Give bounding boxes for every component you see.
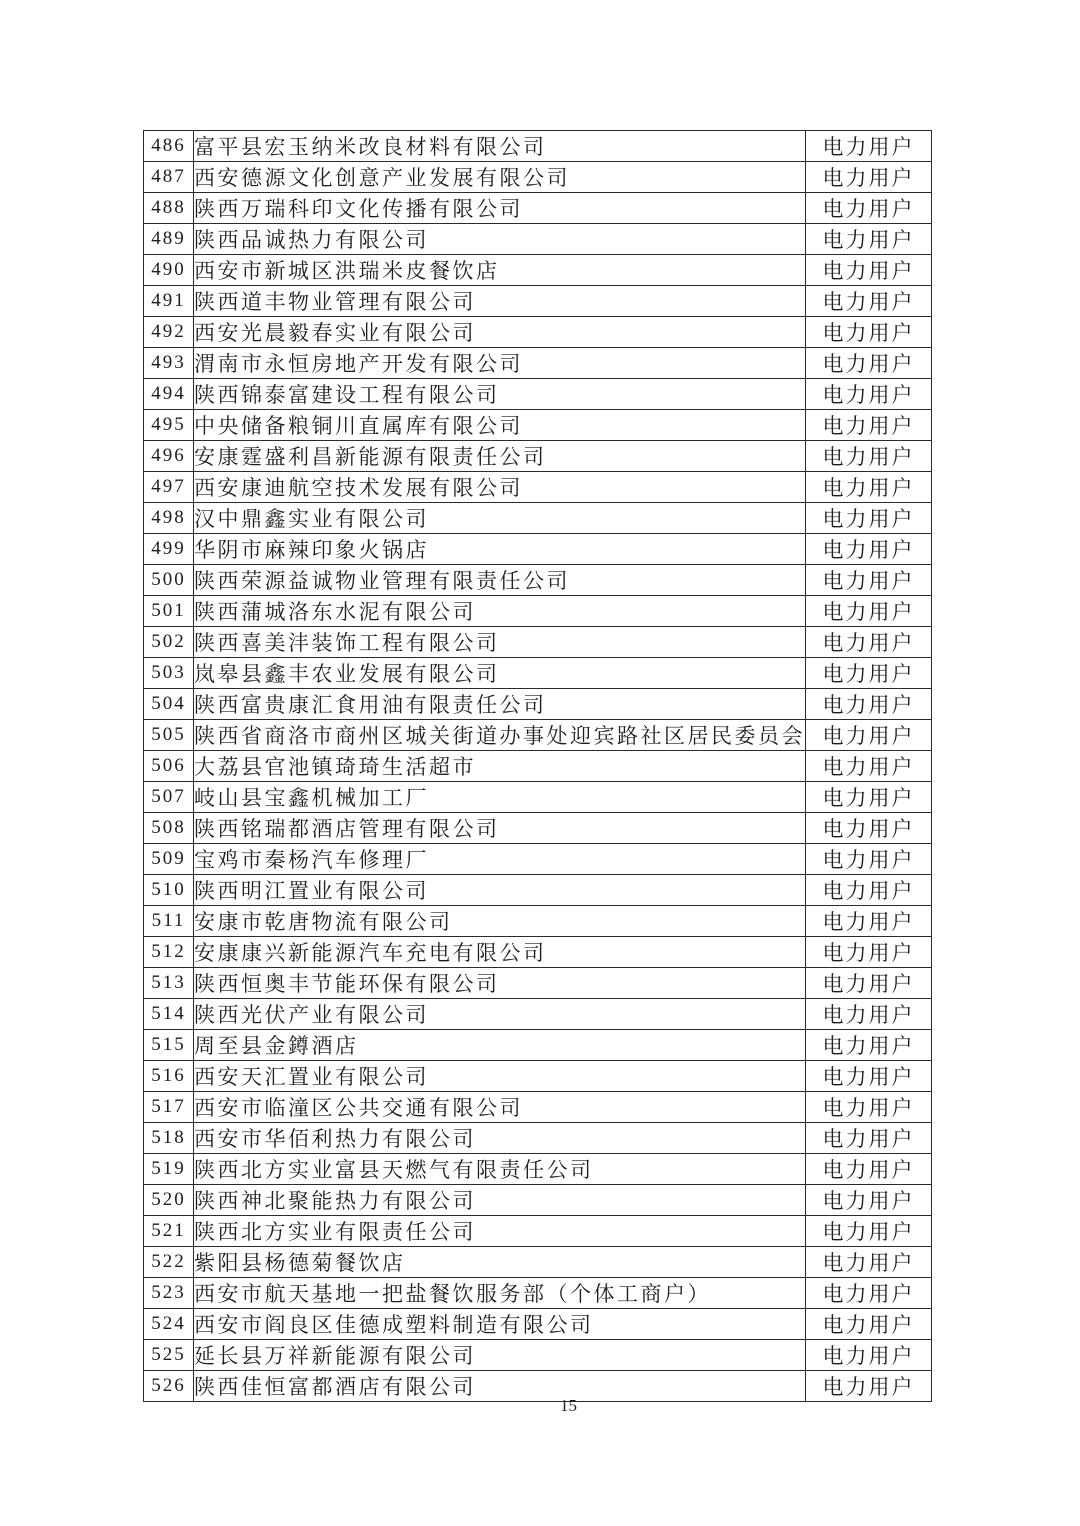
row-number-cell: 501: [144, 596, 194, 627]
table-row: [144, 1371, 932, 1402]
page-number: 15: [560, 1396, 577, 1415]
category-cell: 电力用户: [806, 968, 932, 999]
company-name-cell: 陕西锦泰富建设工程有限公司: [194, 379, 806, 410]
company-name-cell: 陕西喜美沣装饰工程有限公司: [194, 627, 806, 658]
row-number-cell: 517: [144, 1092, 194, 1123]
company-name-cell: 西安光晨毅春实业有限公司: [194, 317, 806, 348]
category-cell: 电力用户: [806, 627, 932, 658]
row-number-cell: 499: [144, 534, 194, 565]
company-name-cell: 西安康迪航空技术发展有限公司: [194, 472, 806, 503]
company-name-cell: 陕西品诚热力有限公司: [194, 224, 806, 255]
table-row: [144, 224, 932, 255]
row-number-cell: 513: [144, 968, 194, 999]
table-row: [144, 317, 932, 348]
table-row: [144, 968, 932, 999]
category-cell: 电力用户: [806, 875, 932, 906]
row-number-cell: 507: [144, 782, 194, 813]
category-cell: 电力用户: [806, 565, 932, 596]
company-name-cell: 陕西明江置业有限公司: [194, 875, 806, 906]
row-number-cell: 509: [144, 844, 194, 875]
category-cell: 电力用户: [806, 534, 932, 565]
category-cell: 电力用户: [806, 317, 932, 348]
table-row: [144, 503, 932, 534]
category-cell: 电力用户: [806, 1247, 932, 1278]
company-name-cell: 陕西道丰物业管理有限公司: [194, 286, 806, 317]
table-row: [144, 472, 932, 503]
row-number-cell: 496: [144, 441, 194, 472]
table-row: [144, 1154, 932, 1185]
table-row: [144, 658, 932, 689]
company-name-cell: 富平县宏玉纳米改良材料有限公司: [194, 131, 806, 162]
category-cell: 电力用户: [806, 193, 932, 224]
category-cell: 电力用户: [806, 1309, 932, 1340]
company-name-cell: 陕西荣源益诚物业管理有限责任公司: [194, 565, 806, 596]
table-row: [144, 813, 932, 844]
category-cell: 电力用户: [806, 286, 932, 317]
category-cell: 电力用户: [806, 1092, 932, 1123]
table-row: [144, 937, 932, 968]
category-cell: 电力用户: [806, 224, 932, 255]
company-name-cell: 大荔县官池镇琦琦生活超市: [194, 751, 806, 782]
company-name-cell: 宝鸡市秦杨汽车修理厂: [194, 844, 806, 875]
table-row: [144, 1309, 932, 1340]
category-cell: 电力用户: [806, 751, 932, 782]
company-name-cell: 陕西铭瑞都酒店管理有限公司: [194, 813, 806, 844]
row-number-cell: 523: [144, 1278, 194, 1309]
company-name-cell: 西安市华佰利热力有限公司: [194, 1123, 806, 1154]
company-name-cell: 陕西富贵康汇食用油有限责任公司: [194, 689, 806, 720]
row-number-cell: 512: [144, 937, 194, 968]
company-name-cell: 西安市临潼区公共交通有限公司: [194, 1092, 806, 1123]
row-number-cell: 518: [144, 1123, 194, 1154]
row-number-cell: 514: [144, 999, 194, 1030]
category-cell: 电力用户: [806, 255, 932, 286]
table-row: [144, 162, 932, 193]
table-row: [144, 689, 932, 720]
table-row: [144, 565, 932, 596]
category-cell: 电力用户: [806, 999, 932, 1030]
row-number-cell: 502: [144, 627, 194, 658]
company-name-cell: 中央储备粮铜川直属库有限公司: [194, 410, 806, 441]
table-row: [144, 348, 932, 379]
category-cell: 电力用户: [806, 1340, 932, 1371]
table-row: [144, 596, 932, 627]
table-row: [144, 1278, 932, 1309]
table-row: [144, 844, 932, 875]
table-row: [144, 255, 932, 286]
row-number-cell: 490: [144, 255, 194, 286]
table-row: [144, 1061, 932, 1092]
table-row: [144, 906, 932, 937]
category-cell: 电力用户: [806, 782, 932, 813]
table-row: [144, 1030, 932, 1061]
row-number-cell: 524: [144, 1309, 194, 1340]
table-row: [144, 1092, 932, 1123]
company-name-cell: 陕西佳恒富都酒店有限公司: [194, 1371, 806, 1402]
company-name-cell: 西安天汇置业有限公司: [194, 1061, 806, 1092]
company-name-cell: 华阴市麻辣印象火锅店: [194, 534, 806, 565]
company-name-cell: 渭南市永恒房地产开发有限公司: [194, 348, 806, 379]
row-number-cell: 504: [144, 689, 194, 720]
table-row: [144, 1216, 932, 1247]
row-number-cell: 503: [144, 658, 194, 689]
company-table: [143, 130, 932, 1402]
company-name-cell: 周至县金鐏酒店: [194, 1030, 806, 1061]
category-cell: 电力用户: [806, 1371, 932, 1402]
table-row: [144, 751, 932, 782]
row-number-cell: 487: [144, 162, 194, 193]
category-cell: 电力用户: [806, 658, 932, 689]
category-cell: 电力用户: [806, 1154, 932, 1185]
category-cell: 电力用户: [806, 596, 932, 627]
company-name-cell: 陕西神北聚能热力有限公司: [194, 1185, 806, 1216]
category-cell: 电力用户: [806, 1216, 932, 1247]
row-number-cell: 515: [144, 1030, 194, 1061]
row-number-cell: 520: [144, 1185, 194, 1216]
table-row: [144, 131, 932, 162]
row-number-cell: 486: [144, 131, 194, 162]
table-row: [144, 627, 932, 658]
table-row: [144, 875, 932, 906]
table-row: [144, 193, 932, 224]
table-row: [144, 441, 932, 472]
company-name-cell: 陕西蒲城洛东水泥有限公司: [194, 596, 806, 627]
row-number-cell: 525: [144, 1340, 194, 1371]
row-number-cell: 488: [144, 193, 194, 224]
table-row: [144, 720, 932, 751]
category-cell: 电力用户: [806, 689, 932, 720]
category-cell: 电力用户: [806, 906, 932, 937]
row-number-cell: 492: [144, 317, 194, 348]
company-name-cell: 紫阳县杨德菊餐饮店: [194, 1247, 806, 1278]
company-name-cell: 西安市航天基地一把盐餐饮服务部（个体工商户）: [194, 1278, 806, 1309]
table-row: [144, 1185, 932, 1216]
row-number-cell: 526: [144, 1371, 194, 1402]
row-number-cell: 508: [144, 813, 194, 844]
category-cell: 电力用户: [806, 410, 932, 441]
row-number-cell: 497: [144, 472, 194, 503]
row-number-cell: 500: [144, 565, 194, 596]
row-number-cell: 519: [144, 1154, 194, 1185]
company-name-cell: 西安市阎良区佳德成塑料制造有限公司: [194, 1309, 806, 1340]
row-number-cell: 516: [144, 1061, 194, 1092]
company-name-cell: 陕西光伏产业有限公司: [194, 999, 806, 1030]
category-cell: 电力用户: [806, 503, 932, 534]
table-row: [144, 1123, 932, 1154]
row-number-cell: 522: [144, 1247, 194, 1278]
company-name-cell: 延长县万祥新能源有限公司: [194, 1340, 806, 1371]
category-cell: 电力用户: [806, 379, 932, 410]
row-number-cell: 491: [144, 286, 194, 317]
company-name-cell: 陕西万瑞科印文化传播有限公司: [194, 193, 806, 224]
row-number-cell: 498: [144, 503, 194, 534]
company-name-cell: 岚皋县鑫丰农业发展有限公司: [194, 658, 806, 689]
category-cell: 电力用户: [806, 1278, 932, 1309]
category-cell: 电力用户: [806, 720, 932, 751]
category-cell: 电力用户: [806, 813, 932, 844]
category-cell: 电力用户: [806, 131, 932, 162]
row-number-cell: 511: [144, 906, 194, 937]
category-cell: 电力用户: [806, 937, 932, 968]
company-name-cell: 陕西恒奥丰节能环保有限公司: [194, 968, 806, 999]
row-number-cell: 521: [144, 1216, 194, 1247]
category-cell: 电力用户: [806, 844, 932, 875]
row-number-cell: 510: [144, 875, 194, 906]
table-row: [144, 1247, 932, 1278]
row-number-cell: 493: [144, 348, 194, 379]
category-cell: 电力用户: [806, 348, 932, 379]
company-table-body: [144, 131, 932, 1402]
row-number-cell: 495: [144, 410, 194, 441]
category-cell: 电力用户: [806, 1185, 932, 1216]
table-row: [144, 999, 932, 1030]
row-number-cell: 505: [144, 720, 194, 751]
company-name-cell: 安康霆盛利昌新能源有限责任公司: [194, 441, 806, 472]
table-row: [144, 379, 932, 410]
row-number-cell: 489: [144, 224, 194, 255]
category-cell: 电力用户: [806, 1061, 932, 1092]
company-name-cell: 安康市乾唐物流有限公司: [194, 906, 806, 937]
category-cell: 电力用户: [806, 1123, 932, 1154]
table-row: [144, 286, 932, 317]
company-name-cell: 陕西北方实业富县天燃气有限责任公司: [194, 1154, 806, 1185]
company-name-cell: 西安市新城区洪瑞米皮餐饮店: [194, 255, 806, 286]
company-name-cell: 陕西省商洛市商州区城关街道办事处迎宾路社区居民委员会: [194, 720, 806, 751]
table-row: [144, 410, 932, 441]
row-number-cell: 506: [144, 751, 194, 782]
category-cell: 电力用户: [806, 162, 932, 193]
company-name-cell: 安康康兴新能源汽车充电有限公司: [194, 937, 806, 968]
category-cell: 电力用户: [806, 1030, 932, 1061]
company-name-cell: 西安德源文化创意产业发展有限公司: [194, 162, 806, 193]
company-name-cell: 陕西北方实业有限责任公司: [194, 1216, 806, 1247]
row-number-cell: 494: [144, 379, 194, 410]
company-name-cell: 岐山县宝鑫机械加工厂: [194, 782, 806, 813]
table-row: [144, 782, 932, 813]
company-name-cell: 汉中鼎鑫实业有限公司: [194, 503, 806, 534]
table-row: [144, 534, 932, 565]
table-row: [144, 1340, 932, 1371]
category-cell: 电力用户: [806, 472, 932, 503]
category-cell: 电力用户: [806, 441, 932, 472]
